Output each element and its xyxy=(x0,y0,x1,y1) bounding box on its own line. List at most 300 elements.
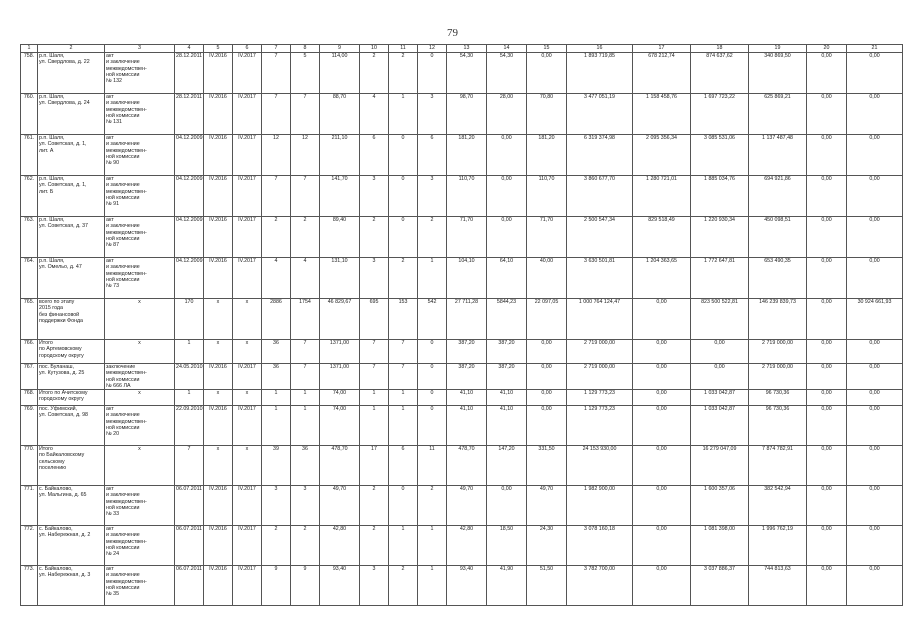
cell-col-10: 695 xyxy=(360,299,389,340)
cell-col-13: 41,10 xyxy=(447,406,487,446)
cell-col-6: IV.2017 xyxy=(233,364,262,390)
cell-col-8: 5 xyxy=(291,53,320,94)
cell-col-12: 2 xyxy=(418,217,447,258)
cell-col-11: 1 xyxy=(389,526,418,566)
page-number: 79 xyxy=(447,27,458,39)
cell-col-17: 0,00 xyxy=(633,566,691,606)
cell-col-17: 1 280 721,01 xyxy=(633,176,691,217)
cell-col-19: 2 719 000,00 xyxy=(749,340,807,364)
cell-col-11: 1 xyxy=(389,406,418,446)
cell-col-9: 141,70 xyxy=(320,176,360,217)
cell-col-10: 2 xyxy=(360,486,389,526)
column-index-9: 9 xyxy=(320,45,360,53)
cell-col-11: 0 xyxy=(389,135,418,176)
column-index-5: 5 xyxy=(204,45,233,53)
cell-col-16: 1 982 900,00 xyxy=(567,486,633,526)
cell-col-15: 24,30 xyxy=(527,526,567,566)
cell-col-7: 2886 xyxy=(262,299,291,340)
cell-col-19: 382 542,94 xyxy=(749,486,807,526)
cell-col-4: 1 xyxy=(175,390,204,406)
cell-col-5: IV.2016 xyxy=(204,176,233,217)
cell-col-18: 823 500 522,81 xyxy=(691,299,749,340)
cell-col-16: 2 500 547,34 xyxy=(567,217,633,258)
cell-col-6: x xyxy=(233,340,262,364)
cell-col-10: 7 xyxy=(360,364,389,390)
cell-col-12: 2 xyxy=(418,486,447,526)
cell-col-6: IV.2017 xyxy=(233,94,262,135)
cell-col-16: 1 000 764 124,47 xyxy=(567,299,633,340)
row-number: 770. xyxy=(21,446,38,486)
cell-col-9: 74,00 xyxy=(320,406,360,446)
document-cell: x xyxy=(105,340,175,364)
cell-col-12: 1 xyxy=(418,258,447,299)
cell-col-17: 0,00 xyxy=(633,364,691,390)
cell-col-21: 0,00 xyxy=(847,135,903,176)
table-row xyxy=(21,446,903,486)
housing-registry-table xyxy=(20,44,903,606)
row-number: 761. xyxy=(21,135,38,176)
cell-col-16: 24 153 930,00 xyxy=(567,446,633,486)
cell-col-7: 3 xyxy=(262,486,291,526)
cell-col-18: 1 033 042,87 xyxy=(691,390,749,406)
cell-col-18: 1 600 357,06 xyxy=(691,486,749,526)
column-index-16: 16 xyxy=(567,45,633,53)
cell-col-12: 0 xyxy=(418,53,447,94)
cell-col-9: 46 829,67 xyxy=(320,299,360,340)
cell-col-21: 0,00 xyxy=(847,258,903,299)
cell-col-16: 3 477 051,19 xyxy=(567,94,633,135)
cell-col-12: 11 xyxy=(418,446,447,486)
cell-col-18: 0,00 xyxy=(691,340,749,364)
cell-col-10: 3 xyxy=(360,176,389,217)
cell-col-5: x xyxy=(204,299,233,340)
cell-col-7: 9 xyxy=(262,566,291,606)
row-number: 768. xyxy=(21,390,38,406)
cell-col-20: 0,00 xyxy=(807,299,847,340)
cell-col-4: 06.07.2011 xyxy=(175,526,204,566)
cell-col-16: 2 719 000,00 xyxy=(567,340,633,364)
cell-col-21: 0,00 xyxy=(847,94,903,135)
cell-col-14: 0,00 xyxy=(487,176,527,217)
cell-col-19: 694 921,86 xyxy=(749,176,807,217)
row-number: 772. xyxy=(21,526,38,566)
cell-col-15: 110,70 xyxy=(527,176,567,217)
cell-col-17: 1 158 458,76 xyxy=(633,94,691,135)
cell-col-11: 2 xyxy=(389,566,418,606)
table-row xyxy=(21,258,903,299)
column-index-20: 20 xyxy=(807,45,847,53)
cell-col-21: 0,00 xyxy=(847,446,903,486)
cell-col-8: 1754 xyxy=(291,299,320,340)
cell-col-14: 28,00 xyxy=(487,94,527,135)
cell-col-13: 104,10 xyxy=(447,258,487,299)
column-index-19: 19 xyxy=(749,45,807,53)
cell-col-10: 3 xyxy=(360,566,389,606)
cell-col-4: 06.07.2011 xyxy=(175,566,204,606)
cell-col-11: 0 xyxy=(389,176,418,217)
cell-col-7: 1 xyxy=(262,406,291,446)
address-cell: пос. Буланаш, ул. Кутузова, д. 25 xyxy=(38,364,105,390)
cell-col-16: 2 719 000,00 xyxy=(567,364,633,390)
document-cell: акт и заключение межведомствен- ной комиссии № 73 xyxy=(105,258,175,299)
cell-col-8: 1 xyxy=(291,390,320,406)
table-row xyxy=(21,486,903,526)
cell-col-5: IV.2016 xyxy=(204,526,233,566)
cell-col-19: 450 098,51 xyxy=(749,217,807,258)
document-cell: акт и заключение межведомствен- ной комиссии № 33 xyxy=(105,486,175,526)
cell-col-14: 0,00 xyxy=(487,135,527,176)
cell-col-14: 41,10 xyxy=(487,406,527,446)
cell-col-7: 4 xyxy=(262,258,291,299)
document-cell: акт и заключение межведомствен- ной комиссии № 87 xyxy=(105,217,175,258)
cell-col-17: 0,00 xyxy=(633,526,691,566)
column-index-8: 8 xyxy=(291,45,320,53)
cell-col-6: IV.2017 xyxy=(233,566,262,606)
cell-col-5: IV.2016 xyxy=(204,258,233,299)
cell-col-14: 0,00 xyxy=(487,486,527,526)
cell-col-4: 04.12.2009 xyxy=(175,217,204,258)
column-index-10: 10 xyxy=(360,45,389,53)
cell-col-8: 7 xyxy=(291,94,320,135)
cell-col-21: 0,00 xyxy=(847,390,903,406)
cell-col-11: 0 xyxy=(389,486,418,526)
cell-col-18: 1 885 034,76 xyxy=(691,176,749,217)
column-index-18: 18 xyxy=(691,45,749,53)
cell-col-20: 0,00 xyxy=(807,217,847,258)
document-cell: акт и заключение межведомствен- ной комиссии № 35 xyxy=(105,566,175,606)
table-row xyxy=(21,340,903,364)
column-index-1: 1 xyxy=(21,45,38,53)
address-cell: Итого по Ачитскому городскому округу xyxy=(38,390,105,406)
cell-col-7: 7 xyxy=(262,176,291,217)
cell-col-8: 7 xyxy=(291,364,320,390)
cell-col-21: 0,00 xyxy=(847,566,903,606)
cell-col-20: 0,00 xyxy=(807,340,847,364)
cell-col-6: IV.2017 xyxy=(233,176,262,217)
cell-col-10: 17 xyxy=(360,446,389,486)
cell-col-6: IV.2017 xyxy=(233,217,262,258)
cell-col-10: 3 xyxy=(360,258,389,299)
cell-col-13: 71,70 xyxy=(447,217,487,258)
cell-col-7: 36 xyxy=(262,364,291,390)
cell-col-19: 340 869,50 xyxy=(749,53,807,94)
cell-col-21: 30 924 661,93 xyxy=(847,299,903,340)
cell-col-11: 153 xyxy=(389,299,418,340)
cell-col-15: 49,70 xyxy=(527,486,567,526)
column-index-13: 13 xyxy=(447,45,487,53)
cell-col-5: IV.2016 xyxy=(204,406,233,446)
cell-col-7: 7 xyxy=(262,53,291,94)
cell-col-14: 387,20 xyxy=(487,340,527,364)
cell-col-4: 04.12.2009 xyxy=(175,258,204,299)
cell-col-12: 1 xyxy=(418,526,447,566)
cell-col-20: 0,00 xyxy=(807,446,847,486)
cell-col-19: 1 996 762,19 xyxy=(749,526,807,566)
cell-col-5: IV.2016 xyxy=(204,364,233,390)
cell-col-12: 0 xyxy=(418,390,447,406)
cell-col-15: 0,00 xyxy=(527,390,567,406)
cell-col-11: 1 xyxy=(389,390,418,406)
cell-col-18: 1 033 042,87 xyxy=(691,406,749,446)
cell-col-17: 0,00 xyxy=(633,340,691,364)
address-cell: р.п. Шаля, ул. Советская, д. 1, лит. Б xyxy=(38,176,105,217)
cell-col-21: 0,00 xyxy=(847,406,903,446)
cell-col-16: 3 078 160,18 xyxy=(567,526,633,566)
cell-col-15: 40,00 xyxy=(527,258,567,299)
table-row xyxy=(21,94,903,135)
cell-col-17: 1 204 363,65 xyxy=(633,258,691,299)
cell-col-18: 1 772 647,81 xyxy=(691,258,749,299)
cell-col-12: 542 xyxy=(418,299,447,340)
cell-col-10: 2 xyxy=(360,53,389,94)
document-cell: x xyxy=(105,299,175,340)
cell-col-21: 0,00 xyxy=(847,486,903,526)
cell-col-4: 28.12.2011 xyxy=(175,94,204,135)
cell-col-18: 1 220 930,34 xyxy=(691,217,749,258)
cell-col-18: 874 637,62 xyxy=(691,53,749,94)
cell-col-5: x xyxy=(204,390,233,406)
table-row xyxy=(21,406,903,446)
cell-col-5: IV.2016 xyxy=(204,486,233,526)
cell-col-10: 6 xyxy=(360,135,389,176)
cell-col-8: 9 xyxy=(291,566,320,606)
cell-col-6: x xyxy=(233,390,262,406)
address-cell: р.п. Шаля, ул. Омельо, д. 47 xyxy=(38,258,105,299)
cell-col-10: 7 xyxy=(360,340,389,364)
cell-col-13: 387,20 xyxy=(447,340,487,364)
document-cell: акт и заключение межведомствен- ной комиссии № 20 xyxy=(105,406,175,446)
cell-col-8: 7 xyxy=(291,176,320,217)
row-number: 762. xyxy=(21,176,38,217)
cell-col-15: 0,00 xyxy=(527,340,567,364)
address-cell: Итого по Артемовскому городскому округу xyxy=(38,340,105,364)
cell-col-9: 93,40 xyxy=(320,566,360,606)
column-index-4: 4 xyxy=(175,45,204,53)
cell-col-11: 0 xyxy=(389,217,418,258)
cell-col-7: 12 xyxy=(262,135,291,176)
cell-col-18: 16 279 047,09 xyxy=(691,446,749,486)
cell-col-13: 54,30 xyxy=(447,53,487,94)
document-cell: x xyxy=(105,390,175,406)
cell-col-10: 2 xyxy=(360,217,389,258)
row-number: 765. xyxy=(21,299,38,340)
cell-col-17: 2 095 356,34 xyxy=(633,135,691,176)
cell-col-7: 2 xyxy=(262,526,291,566)
table-row xyxy=(21,390,903,406)
cell-col-20: 0,00 xyxy=(807,135,847,176)
cell-col-20: 0,00 xyxy=(807,53,847,94)
cell-col-4: 04.12.2009 xyxy=(175,135,204,176)
cell-col-15: 51,50 xyxy=(527,566,567,606)
row-number: 767. xyxy=(21,364,38,390)
cell-col-5: IV.2016 xyxy=(204,94,233,135)
table-row xyxy=(21,135,903,176)
cell-col-16: 3 630 501,81 xyxy=(567,258,633,299)
cell-col-18: 1 081 398,00 xyxy=(691,526,749,566)
cell-col-10: 1 xyxy=(360,390,389,406)
cell-col-5: IV.2016 xyxy=(204,217,233,258)
cell-col-4: 7 xyxy=(175,446,204,486)
cell-col-21: 0,00 xyxy=(847,176,903,217)
cell-col-11: 6 xyxy=(389,446,418,486)
cell-col-11: 7 xyxy=(389,340,418,364)
column-index-21: 21 xyxy=(847,45,903,53)
cell-col-11: 7 xyxy=(389,364,418,390)
cell-col-14: 5844,23 xyxy=(487,299,527,340)
cell-col-9: 211,10 xyxy=(320,135,360,176)
cell-col-17: 0,00 xyxy=(633,406,691,446)
cell-col-17: 829 518,49 xyxy=(633,217,691,258)
table-row xyxy=(21,176,903,217)
cell-col-20: 0,00 xyxy=(807,526,847,566)
cell-col-8: 12 xyxy=(291,135,320,176)
column-index-15: 15 xyxy=(527,45,567,53)
cell-col-16: 3 782 700,00 xyxy=(567,566,633,606)
table-row xyxy=(21,566,903,606)
cell-col-4: 04.12.2009 xyxy=(175,176,204,217)
cell-col-9: 1371,00 xyxy=(320,364,360,390)
cell-col-6: x xyxy=(233,446,262,486)
cell-col-11: 2 xyxy=(389,53,418,94)
address-cell: с. Байкалово, ул. Набережная, д. 3 xyxy=(38,566,105,606)
cell-col-15: 71,70 xyxy=(527,217,567,258)
cell-col-20: 0,00 xyxy=(807,486,847,526)
cell-col-13: 42,80 xyxy=(447,526,487,566)
cell-col-9: 88,70 xyxy=(320,94,360,135)
cell-col-11: 1 xyxy=(389,94,418,135)
document-cell: акт и заключение межведомствен- ной комиссии № 91 xyxy=(105,176,175,217)
cell-col-15: 22 097,05 xyxy=(527,299,567,340)
cell-col-19: 2 719 000,00 xyxy=(749,364,807,390)
cell-col-16: 1 129 773,23 xyxy=(567,406,633,446)
cell-col-11: 2 xyxy=(389,258,418,299)
cell-col-19: 7 874 782,91 xyxy=(749,446,807,486)
cell-col-20: 0,00 xyxy=(807,390,847,406)
cell-col-8: 2 xyxy=(291,526,320,566)
address-cell: Итого по Байкаловскому сельскому поселению xyxy=(38,446,105,486)
cell-col-16: 3 860 677,70 xyxy=(567,176,633,217)
cell-col-12: 6 xyxy=(418,135,447,176)
row-number: 758. xyxy=(21,53,38,94)
cell-col-12: 0 xyxy=(418,364,447,390)
cell-col-13: 98,70 xyxy=(447,94,487,135)
cell-col-7: 36 xyxy=(262,340,291,364)
cell-col-13: 41,10 xyxy=(447,390,487,406)
column-index-7: 7 xyxy=(262,45,291,53)
cell-col-12: 0 xyxy=(418,340,447,364)
cell-col-18: 3 037 886,37 xyxy=(691,566,749,606)
cell-col-19: 146 239 839,73 xyxy=(749,299,807,340)
cell-col-14: 0,00 xyxy=(487,217,527,258)
cell-col-18: 1 697 723,22 xyxy=(691,94,749,135)
column-index-12: 12 xyxy=(418,45,447,53)
cell-col-20: 0,00 xyxy=(807,258,847,299)
cell-col-4: 24.05.2010 xyxy=(175,364,204,390)
cell-col-21: 0,00 xyxy=(847,526,903,566)
cell-col-7: 7 xyxy=(262,94,291,135)
cell-col-5: IV.2016 xyxy=(204,566,233,606)
document-cell: x xyxy=(105,446,175,486)
cell-col-15: 331,50 xyxy=(527,446,567,486)
cell-col-14: 54,30 xyxy=(487,53,527,94)
cell-col-15: 70,80 xyxy=(527,94,567,135)
cell-col-9: 74,00 xyxy=(320,390,360,406)
cell-col-17: 0,00 xyxy=(633,446,691,486)
cell-col-6: IV.2017 xyxy=(233,526,262,566)
column-index-2: 2 xyxy=(38,45,105,53)
cell-col-14: 18,50 xyxy=(487,526,527,566)
column-index-3: 3 xyxy=(105,45,175,53)
column-index-row xyxy=(21,45,903,53)
document-cell: акт и заключение межведомствен- ной комиссии № 90 xyxy=(105,135,175,176)
cell-col-15: 181,20 xyxy=(527,135,567,176)
cell-col-14: 41,90 xyxy=(487,566,527,606)
row-number: 769. xyxy=(21,406,38,446)
cell-col-13: 181,20 xyxy=(447,135,487,176)
cell-col-6: IV.2017 xyxy=(233,53,262,94)
cell-col-15: 0,00 xyxy=(527,53,567,94)
cell-col-13: 387,20 xyxy=(447,364,487,390)
cell-col-9: 1371,00 xyxy=(320,340,360,364)
address-cell: с. Байкалово, ул. Набережная, д. 2 xyxy=(38,526,105,566)
cell-col-10: 2 xyxy=(360,526,389,566)
cell-col-20: 0,00 xyxy=(807,176,847,217)
cell-col-5: IV.2016 xyxy=(204,135,233,176)
cell-col-9: 89,40 xyxy=(320,217,360,258)
cell-col-6: IV.2017 xyxy=(233,486,262,526)
cell-col-13: 27 711,28 xyxy=(447,299,487,340)
cell-col-17: 678 212,74 xyxy=(633,53,691,94)
row-number: 764. xyxy=(21,258,38,299)
cell-col-15: 0,00 xyxy=(527,364,567,390)
table-row xyxy=(21,299,903,340)
cell-col-15: 0,00 xyxy=(527,406,567,446)
cell-col-19: 96 730,36 xyxy=(749,390,807,406)
address-cell: р.п. Шаля, ул. Свердлова, д. 22 xyxy=(38,53,105,94)
cell-col-9: 49,70 xyxy=(320,486,360,526)
cell-col-20: 0,00 xyxy=(807,566,847,606)
cell-col-6: IV.2017 xyxy=(233,258,262,299)
cell-col-14: 387,20 xyxy=(487,364,527,390)
cell-col-9: 131,10 xyxy=(320,258,360,299)
cell-col-20: 0,00 xyxy=(807,364,847,390)
cell-col-14: 64,10 xyxy=(487,258,527,299)
cell-col-13: 49,70 xyxy=(447,486,487,526)
row-number: 773. xyxy=(21,566,38,606)
cell-col-13: 478,70 xyxy=(447,446,487,486)
cell-col-17: 0,00 xyxy=(633,486,691,526)
cell-col-21: 0,00 xyxy=(847,340,903,364)
cell-col-14: 147,20 xyxy=(487,446,527,486)
table-row xyxy=(21,217,903,258)
document-cell: акт и заключение межведомствен- ной комиссии № 132 xyxy=(105,53,175,94)
address-cell: р.п. Шаля, ул. Советская, д. 37 xyxy=(38,217,105,258)
address-cell: р.п. Шаля, ул. Свердлова, д. 24 xyxy=(38,94,105,135)
address-cell: пос. Уфимский, ул. Советская, д. 98 xyxy=(38,406,105,446)
cell-col-9: 478,70 xyxy=(320,446,360,486)
cell-col-19: 653 490,35 xyxy=(749,258,807,299)
cell-col-7: 2 xyxy=(262,217,291,258)
row-number: 771. xyxy=(21,486,38,526)
cell-col-12: 1 xyxy=(418,566,447,606)
cell-col-4: 22.09.2010 xyxy=(175,406,204,446)
cell-col-18: 3 085 531,06 xyxy=(691,135,749,176)
row-number: 760. xyxy=(21,94,38,135)
cell-col-4: 170 xyxy=(175,299,204,340)
cell-col-8: 4 xyxy=(291,258,320,299)
column-index-6: 6 xyxy=(233,45,262,53)
cell-col-17: 0,00 xyxy=(633,390,691,406)
